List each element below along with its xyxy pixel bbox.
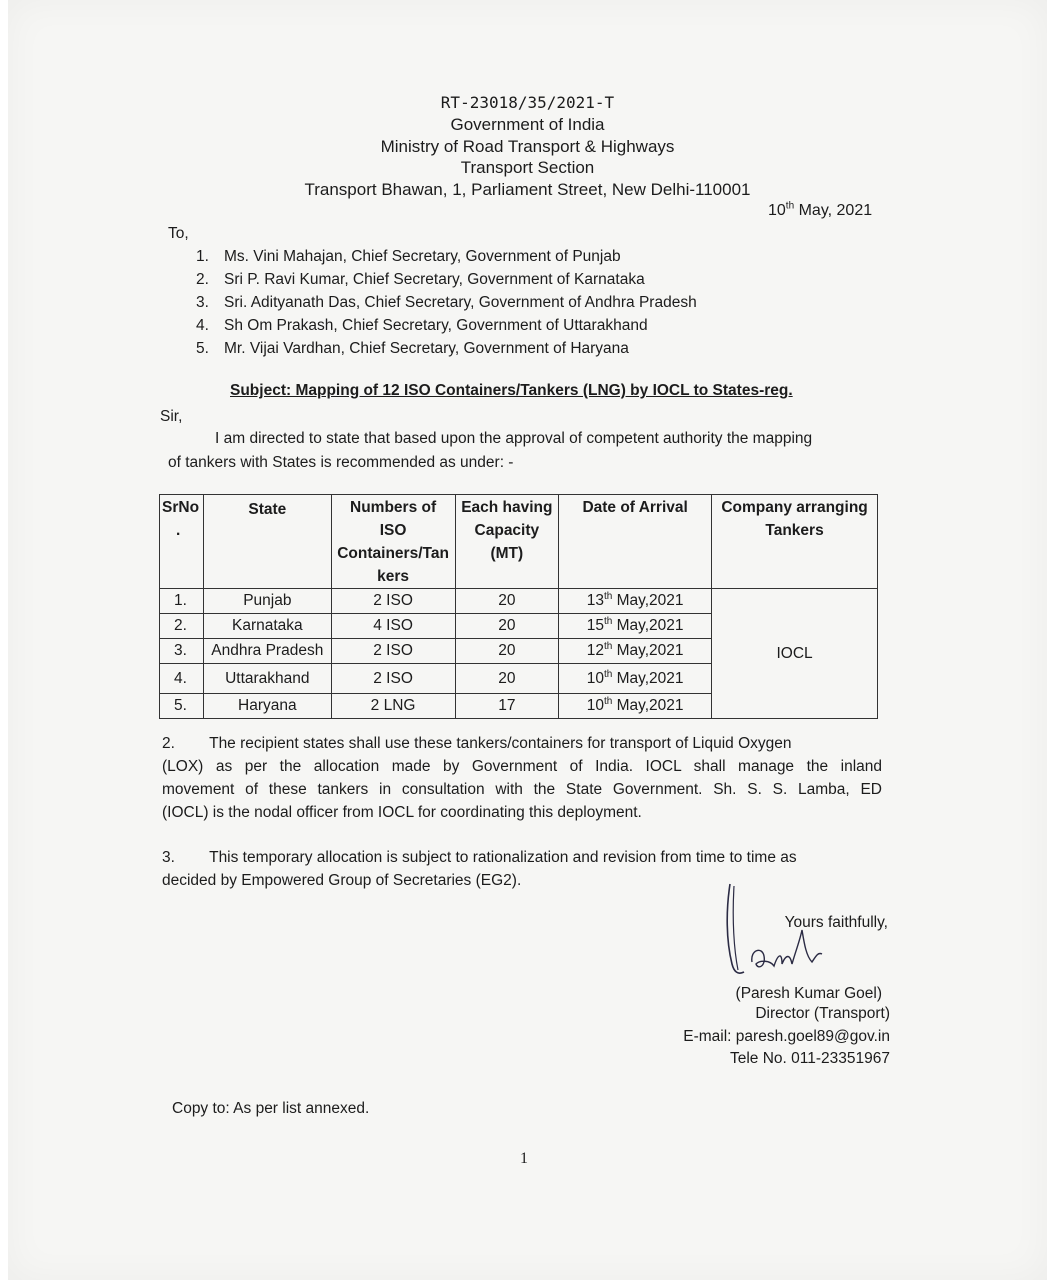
page-number: 1: [520, 1150, 528, 1167]
recipient-item: 2. Sri P. Ravi Kumar, Chief Secretary, Government of Karnataka: [196, 271, 645, 288]
to-label: To,: [168, 225, 189, 242]
cell-date: 10th May,2021: [559, 694, 712, 719]
signer-telephone: Tele No. 011-23351967: [729, 1050, 890, 1067]
header-state: State: [204, 495, 332, 589]
cell-state: Punjab: [204, 589, 332, 614]
signer-name: (Paresh Kumar Goel): [735, 985, 882, 1002]
intro-line-1: I am directed to state that based upon the approval of competent authority the mapping: [215, 430, 813, 447]
cell-srno: 3.: [160, 639, 204, 664]
paragraph-2: 2. The recipient states shall use these tankers/containers for transport of Liquid Oxygen (LOX) as per the allocation made by Government of India. IOCL shall manage the inland movement of these tankers in consultation with the State Government. Sh. S. S. Lamba, ED (IOCL) is the nodal officer from IOCL for coordinating this deployment.: [162, 735, 882, 821]
cell-number: 2 ISO: [331, 639, 455, 664]
cell-number: 2 ISO: [331, 589, 455, 614]
cell-capacity: 20: [455, 614, 559, 639]
cell-state: Haryana: [204, 694, 332, 719]
table-header-row: [160, 495, 878, 589]
cell-state: Andhra Pradesh: [204, 639, 332, 664]
government-title: Government of India: [450, 115, 605, 134]
cell-capacity: 20: [455, 664, 559, 694]
intro-line-2: of tankers with States is recommended as under: -: [168, 454, 514, 471]
subject-line: Subject: Mapping of 12 ISO Containers/Tankers (LNG) by IOCL to States-reg.: [230, 382, 793, 399]
paragraph-3: 3. This temporary allocation is subject to rationalization and revision from time to time as decided by Empowered Group of Secretaries (EG2).: [162, 849, 797, 889]
recipient-item: 5. Mr. Vijai Vardhan, Chief Secretary, Government of Haryana: [196, 340, 629, 357]
table-row: [160, 589, 878, 614]
signer-title: Director (Transport): [755, 1005, 890, 1022]
cell-state: Uttarakhand: [204, 664, 332, 694]
header-date-of-arrival: Date of Arrival: [559, 495, 712, 589]
ministry-title: Ministry of Road Transport & Highways: [380, 137, 675, 156]
recipient-item: 1. Ms. Vini Mahajan, Chief Secretary, Government of Punjab: [196, 248, 621, 265]
cell-state: Karnataka: [204, 614, 332, 639]
signer-email: E-mail: paresh.goel89@gov.in: [683, 1028, 890, 1045]
cell-company: IOCL: [712, 589, 878, 719]
cell-srno: 5.: [160, 694, 204, 719]
cell-srno: 1.: [160, 589, 204, 614]
salutation: Sir,: [160, 408, 183, 425]
signature: [720, 880, 880, 990]
letter-date: 10th May, 2021: [768, 200, 873, 219]
cell-number: 2 ISO: [331, 664, 455, 694]
office-address: Transport Bhawan, 1, Parliament Street, New Delhi-110001: [304, 180, 751, 199]
cell-capacity: 20: [455, 589, 559, 614]
header-capacity: Each having Capacity (MT): [455, 495, 559, 589]
cell-number: 4 ISO: [331, 614, 455, 639]
cell-srno: 2.: [160, 614, 204, 639]
header-srno: SrNo .: [160, 495, 204, 589]
header-company: Company arranging Tankers: [712, 495, 878, 589]
header-number-of-iso: Numbers of ISO Containers/Tan kers: [331, 495, 455, 589]
cell-date: 15th May,2021: [559, 614, 712, 639]
reference-number: RT-23018/35/2021-T: [440, 93, 615, 112]
cell-number: 2 LNG: [331, 694, 455, 719]
cell-date: 13th May,2021: [559, 589, 712, 614]
copy-to: Copy to: As per list annexed.: [172, 1100, 370, 1117]
cell-capacity: 20: [455, 639, 559, 664]
section-title: Transport Section: [460, 158, 595, 177]
cell-capacity: 17: [455, 694, 559, 719]
tanker-mapping-table: [159, 494, 878, 719]
closing-text: Yours faithfully,: [784, 914, 888, 931]
cell-date: 10th May,2021: [559, 664, 712, 694]
cell-srno: 4.: [160, 664, 204, 694]
recipient-item: 4. Sh Om Prakash, Chief Secretary, Government of Uttarakhand: [196, 317, 648, 334]
recipient-item: 3. Sri. Adityanath Das, Chief Secretary, Government of Andhra Pradesh: [196, 294, 697, 311]
recipient-list: [196, 245, 697, 360]
cell-date: 12th May,2021: [559, 639, 712, 664]
